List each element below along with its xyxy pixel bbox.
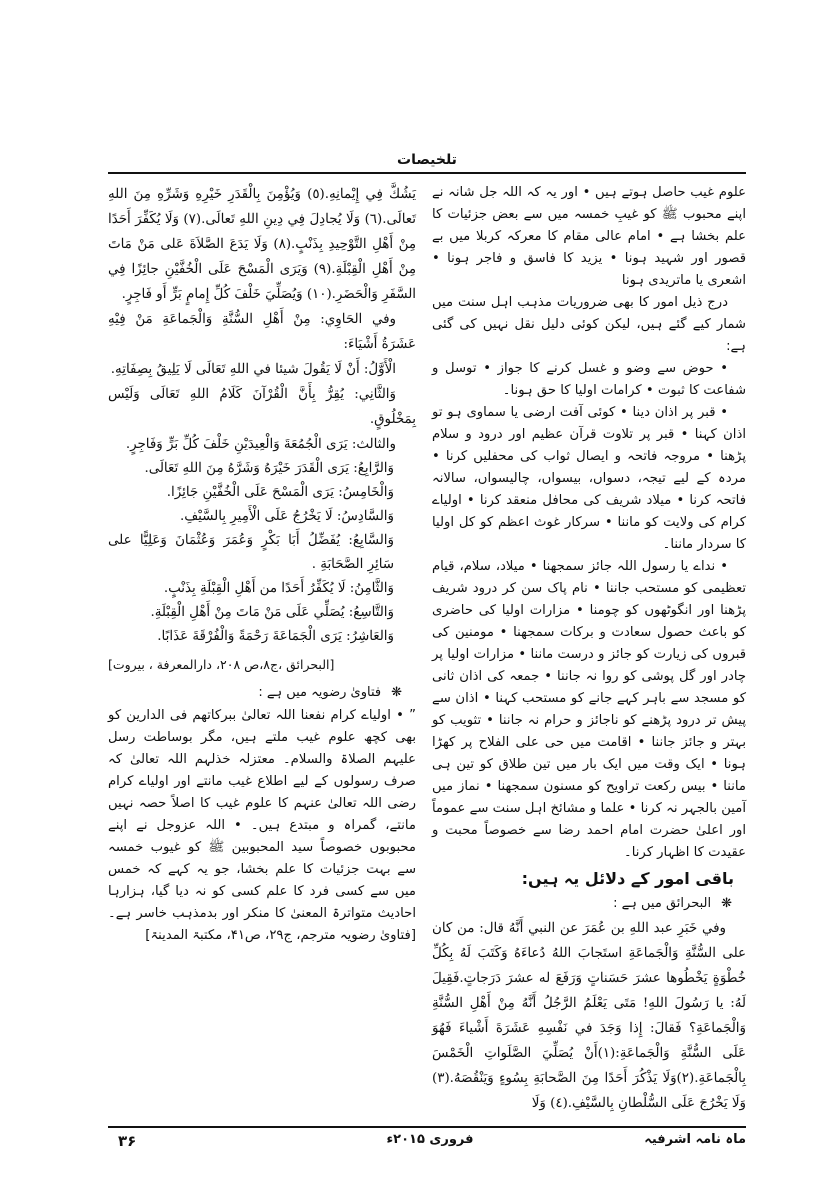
list-item: وَالسَّادِسُ: لَا يَخْرُجُ عَلَى الْأَمِيرِ بِالسَّيْفِ.: [180, 509, 394, 524]
columns: [108, 182, 746, 1116]
source-intro-text: البحرائق میں ہے :: [613, 896, 712, 911]
star-bullet-icon: ❋: [391, 685, 402, 700]
magazine-name: ماہ نامہ اشرفیہ: [644, 1132, 746, 1147]
section-title: تلخیصات: [397, 152, 457, 168]
source-intro: [432, 892, 746, 916]
left-column: [108, 182, 416, 947]
paragraph: درج ذیل امور کا بھی ضروریات مذہب اہل سنت میں شمار کیے گئے ہیں، لیکن کوئی دلیل نقل نہیں کی گئی ہے:: [432, 295, 746, 354]
arabic-paragraph: وفي الحَاوِي: مِنْ أَهْلِ السُّنَّةِ وَالْجَماعَةِ مَنْ فِيْهِ عَشَرَةُ أَشْيَاءَ:: [108, 312, 416, 352]
arabic-quote: وفي خَبَرِ عبد اللهِ بن عُمَرَ عن النبي أَنَّهُ قال: من كان على السُّنَّةِ وَالْجَماعَةِ استَجابَ اللهُ دُعاءَهُ وَكَتَبَ لَهُ بِكُلِّ خُطْوَةٍ يَخْطُوها عشرَ حَسَناتٍ وَرَفَعَ له عشرَ دَرَجاتٍ.فَقِيلَ لَهُ: يا رَسُولَ اللهِ! مَتَى يَعْلَمُ الرَّجُلُ أَنَّهُ مِنْ أَهْلِ السُّنَّةِ وَالْجَماعَةِ؟ فَقالَ: إِذا وَجَدَ في نَفْسِهِ عَشَرَةَ أَشْياءَ فَهُوَ عَلَى السُّنَّةِ وَالْجَماعَةِ:(١)أَنْ يُصَلِّيَ الصَّلَواتِ الْخَمْسَ بِالْجَماعَةِ.(٢)وَلَا يَذْكُرَ أَحَدًا مِنَ الصَّحابَةِ بِسُوءٍ وَيَنْقُصَهُ.(٣) وَلَا يَخْرُجَ عَلَى السُّلْطانِ بِالسَّيْفِ.(٤) وَلَا: [432, 921, 747, 1111]
section-heading: باقی امور کے دلائل یہ ہیں:: [521, 869, 734, 888]
footer-rule: [108, 1126, 746, 1128]
paragraph: • نداے یا رسول اللہ جائز سمجھنا • میلاد، سلام، قیام تعظیمی کو مستحب جاننا • نام پاک سن کر درود شریف پڑھنا اور انگوٹھوں کو چومنا • مزارات اولیا کی حاضری کو باعث حصول سعادت و برکات سمجھنا • مومنین کی قبروں کی زیارت کو جائز و درست ماننا • مزارات اولیا پر چادر اور گل پوشی کو روا نہ جاننا • جمعہ کی اذان ثانی کو مسجد سے باہر کہے جانے کو مستحب کہنا • اذان سے پیش تر درود پڑھنے کو ناجائز و حرام نہ جاننا • تثویب کو بہتر و جائز جاننا • اقامت میں حی علی الفلاح پر کھڑا ہونا • ایک وقت میں ایک بار میں تین طلاق کو تین ہی ماننا • بیس رکعت تراویح کو مسنون سمجھنا • نماز میں آمین بالجہر نہ کرنا • علما و مشائخ اہل سنت سے عموماً اور اعلیٰ حضرت امام احمد رضا سے خصوصاً محبت و عقیدت کا اظہار کرنا۔: [432, 559, 746, 860]
page-number: ۳۶: [118, 1132, 137, 1150]
arabic-quote: يَشُكَّ فِي إِيْمانِهِ.(٥) وَيُؤْمِنَ بِالْقَدَرِ خَيْرِهِ وَشَرِّهِ مِنَ اللهِ تَعالَى.(٦) وَلَا يُجادِلَ فِي دِينِ اللهِ تَعالَى.(٧) وَلَا يُكَفِّرَ أَحَدًا مِنْ أَهْلِ التَّوْحِيدِ بِذَنْبٍ.(٨) وَلَا يَدَعَ الصَّلاَةَ عَلى مَنْ مَاتَ مِنْ أَهْلِ الْقِبْلَةِ.(٩) وَيَرَى الْمَسْحَ عَلَى الْخُفَّيْنِ جائِزًا فِي السَّفَرِ وَالْحَضَرِ.(١٠) وَيُصَلِّيَ خَلْفَ كُلِّ إِمامٍ بَرٍّ أَو فَاجِرٍ.: [108, 187, 417, 302]
list-item: وَالعَاشِرُ: يَرَى الْجَمَاعَةَ رَحْمَةً وَالْفُرْقَةَ عَذَابًا.: [157, 629, 394, 644]
arabic-paragraph: الْأَوَّلُ: أَنْ لَا يَقُولَ شيئا في اللهِ تَعَالَى لَا يَلِيقُ بِصِفَاتِهِ.: [110, 362, 396, 377]
list-item: وَالثَّامِنُ: لَا يُكَفِّرُ أَحَدًا من أَهْلِ الْقِبْلَةِ بِذَنْبٍ.: [163, 581, 394, 596]
footer: [108, 1132, 746, 1158]
source-intro-text: فتاویٰ رضویہ میں ہے :: [258, 685, 382, 700]
list-item: وَالْخَامِسُ: يَرَى الْمَسْحَ عَلَى الْخُفَّيْنِ جَائِزًا.: [166, 485, 394, 500]
issue-date: فروری ۲۰۱۵ء: [386, 1132, 474, 1147]
source-intro: [108, 681, 416, 705]
list-item: وَالتَّاسِعُ: يُصَلِّي عَلَى مَنْ مَاتَ مِنْ أَهْلِ الْقِبْلَةِ.: [150, 605, 394, 620]
right-column: [432, 182, 746, 1116]
paragraph: • قبر پر اذان دینا • کوئی آفت ارضی یا سماوی ہو تو اذان کہنا • قبر پر تلاوت قرآن عظیم اور درود و سلام پڑھنا • مروجہ فاتحہ و ایصال ثواب کی محفلیں کرنا • مردہ کے لیے تیجہ، دسواں، بیسواں، چالیسواں، سالانہ فاتحہ کرنا • میلاد شریف کی محافل منعقد کرنا • اولیاے کرام کی ولایت کو ماننا • سرکار غوث اعظم کو کل اولیا کا سردار ماننا۔: [432, 405, 746, 552]
paragraph: • حوض سے وضو و غسل کرنے کا جواز • توسل و شفاعت کا ثبوت • کرامات اولیا کا حق ہونا۔: [432, 361, 746, 398]
header-rule: [108, 172, 746, 174]
arabic-paragraph: والثالث: يَرَى الْجُمُعَةَ وَالْعِيدَيْنِ خَلْفَ كُلِّ بَرٍّ وَفَاجِرٍ.: [125, 437, 396, 452]
list-item: وَالرَّابِعُ: يَرَى الْقَدَرَ خَيْرَهُ وَشَرَّهُ مِنَ اللهِ تَعَالَى.: [144, 461, 394, 476]
star-bullet-icon: ❋: [721, 896, 732, 911]
arabic-paragraph: وَالثَّانِي: يُقِرُّ بِأَنَّ الْقُرْآنَ كَلَامُ اللهِ تَعَالَى وَلَيْس بِمَخْلُوقٍ.: [108, 387, 416, 427]
urdu-quote: ” • اولیاے کرام نفعنا اللہ تعالیٰ ببرکاتھم فی الدارین کو بھی کچھ علوم غیب ملتے ہیں، مگر بوساطت رسل علیہم الصلاۃ والسلام۔ معتزلہ خذلہم اللہ تعالیٰ کہ صرف رسولوں کے لیے اطلاع غیب مانتے اور اولیاے کرام رضی اللہ تعالیٰ عنہم کا علوم غیب کا اصلاً حصہ نہیں مانتے، گمراہ و مبتدع ہیں۔ • اللہ عزوجل نے اپنے محبوبوں خصوصاً سید المحبوبین ﷺ کو غیوب خمسہ سے بہت جزئیات کا علم بخشا، جو یہ کہے کہ خمس میں سے کسی فرد کا علم کسی کو نہ دیا گیا، ہزارہا احادیث متواترۃ المعنیٰ کا منکر اور بدمذہب خاسر ہے۔[فتاویٰ رضویہ مترجم، ج۲۹، ص۴۱، مکتبۃ المدینۃ]: [108, 708, 416, 943]
list-item: وَالسَّابِعُ: يُفَضِّلُ أَبَا بَكْرٍ وَعُمَرَ وَعُثْمَانَ وَعَلِيًّا على سَائِرِ الصَّحَابَةِ .: [108, 533, 394, 572]
citation: [البحرائق ،ج٨،ص ٢٠٨، دارالمعرفة ، بيروت]: [108, 657, 335, 672]
paragraph: علوم غیب حاصل ہوتے ہیں • اور یہ کہ اللہ جل شانہ نے اپنے محبوب ﷺ کو غیبِ خمسہ میں سے بعض جزئیات کا علم بخشا ہے • امام عالی مقام کا معرکہ کربلا میں بے قصور اور شہید ہونا • یزید کا فاسق و فاجر ہونا • اشعری یا ماتریدی ہونا: [432, 185, 746, 288]
